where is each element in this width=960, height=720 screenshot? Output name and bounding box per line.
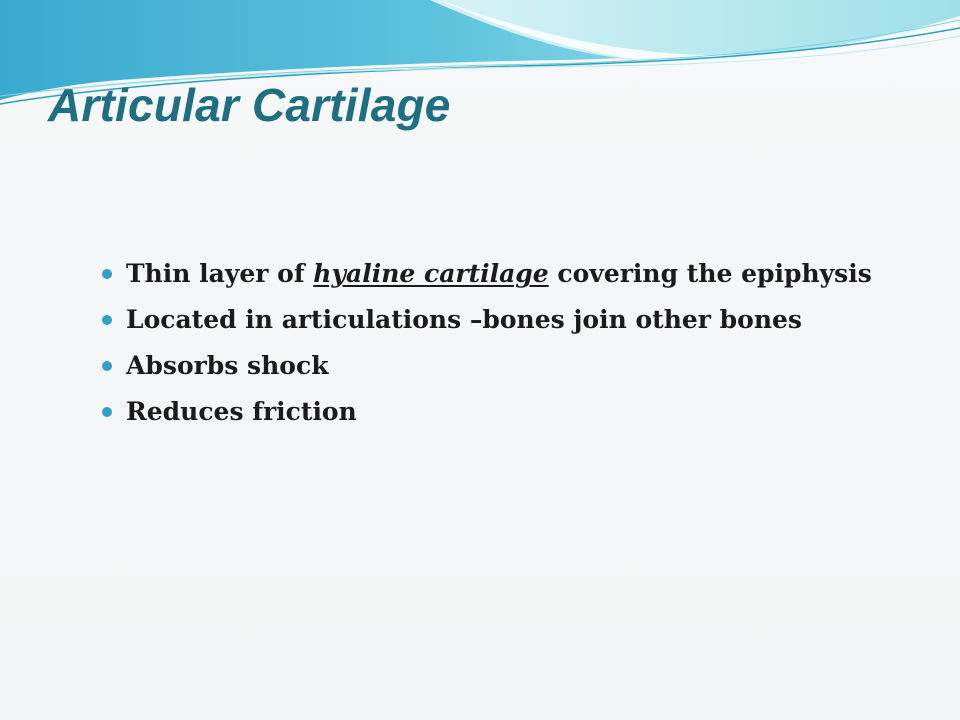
key-term-hyaline-cartilage: hyaline cartilage [313, 259, 549, 288]
bullet-text: Absorbs shock [126, 351, 329, 380]
bullet-text-after: covering the epiphysis [548, 259, 872, 288]
bullet-text-before: Thin layer of [126, 259, 314, 288]
bullet-dot-icon [102, 269, 112, 279]
bullet-item [100, 393, 900, 430]
bullet-dot-icon [102, 315, 112, 325]
bullet-dot-icon [102, 361, 112, 371]
bullet-item [100, 347, 900, 384]
bullet-text: Located in articulations –bones join other bones [126, 305, 802, 334]
bullet-list [100, 255, 900, 439]
bullet-text: Reduces friction [126, 397, 357, 426]
bullet-item [100, 255, 900, 292]
bullet-dot-icon [102, 407, 112, 417]
bullet-item [100, 301, 900, 338]
slide-title: Articular Cartilage [48, 79, 451, 131]
